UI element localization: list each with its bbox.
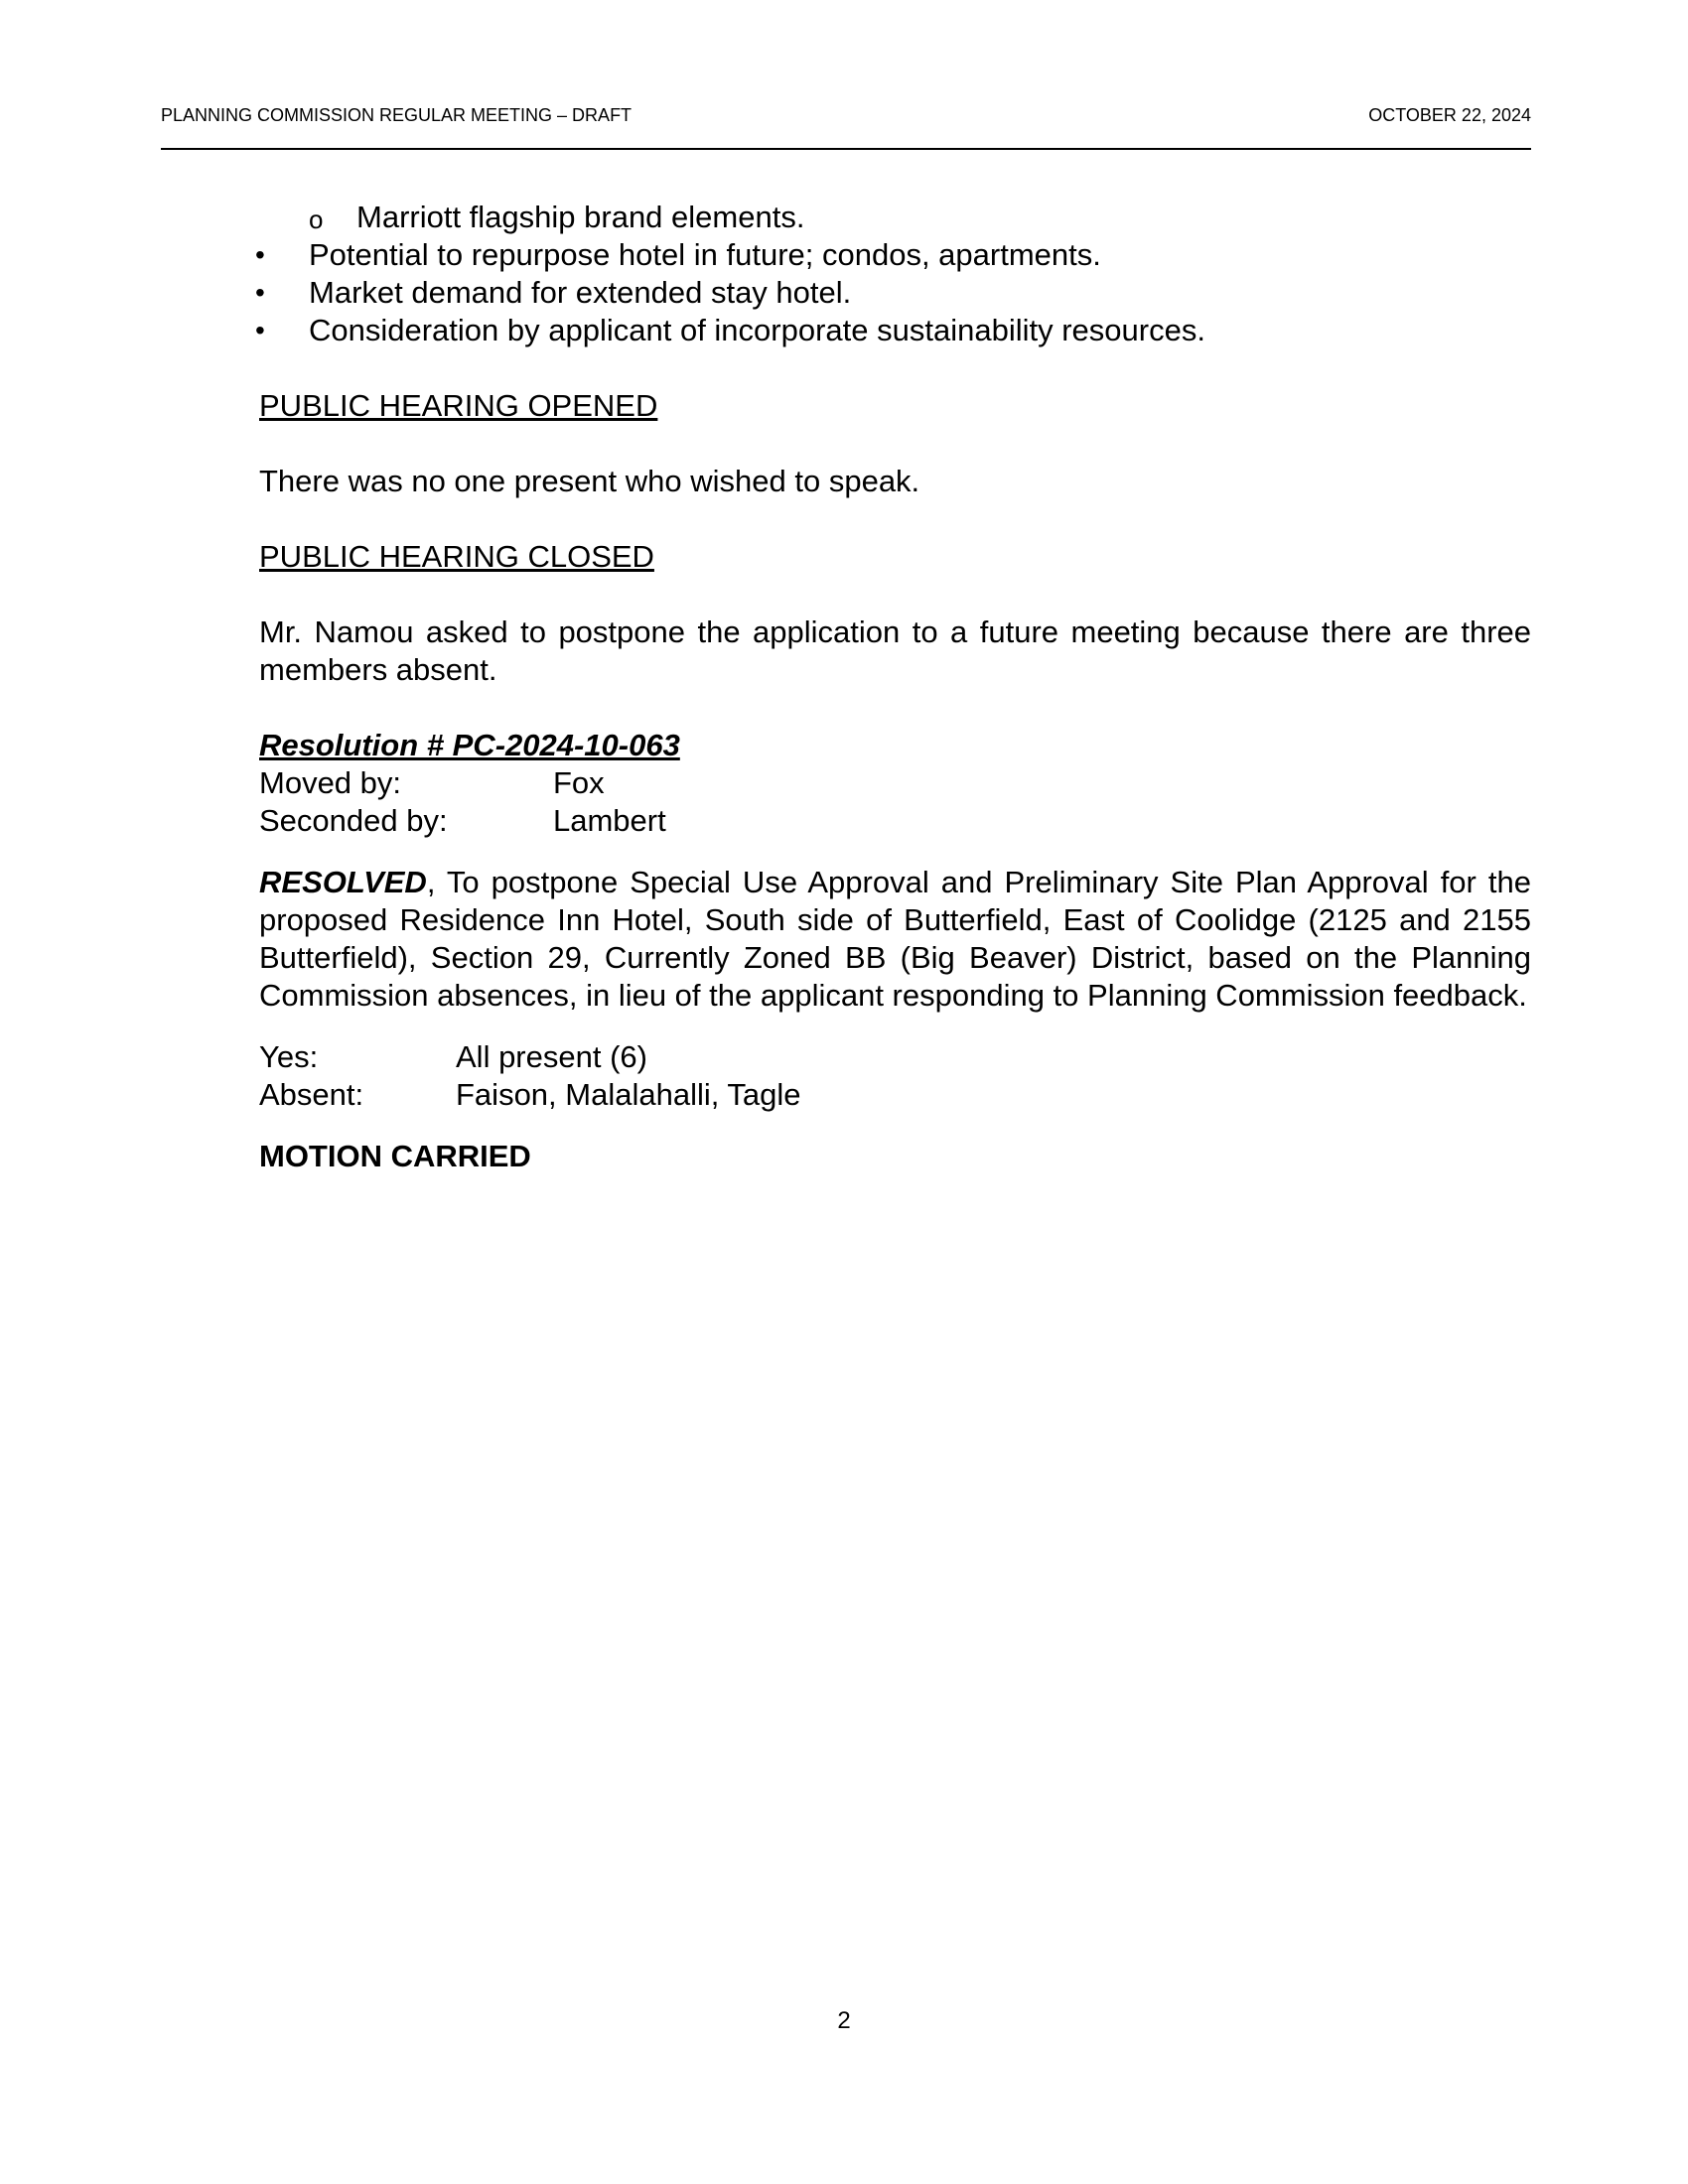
list-item-text: Marriott flagship brand elements. [356, 200, 805, 234]
absent-row [259, 1076, 1531, 1114]
bullet-icon: • [255, 315, 265, 345]
moved-by-row [259, 764, 1531, 802]
absent-label: Absent: [259, 1077, 364, 1112]
vote-block [259, 1038, 1531, 1114]
yes-label: Yes: [259, 1039, 319, 1074]
moved-by-value: Fox [553, 765, 605, 800]
moved-by-label: Moved by: [259, 765, 402, 800]
public-hearing-closed-heading: PUBLIC HEARING CLOSED [259, 539, 654, 574]
document-body [255, 199, 1531, 1175]
header-title: PLANNING COMMISSION REGULAR MEETING – DRAFT [161, 105, 633, 125]
seconded-by-row [259, 802, 1531, 840]
seconded-by-value: Lambert [553, 803, 666, 838]
sub-list-item [259, 199, 1531, 236]
public-hearing-opened-heading: PUBLIC HEARING OPENED [259, 388, 658, 423]
motion-result: MOTION CARRIED [259, 1139, 531, 1173]
resolved-paragraph [259, 864, 1531, 1015]
absent-value: Faison, Malalahalli, Tagle [456, 1077, 801, 1112]
resolved-keyword: RESOLVED [259, 865, 427, 899]
bullet-list [255, 199, 1531, 349]
header-date: OCTOBER 22, 2024 [1368, 105, 1531, 125]
list-item [255, 274, 1531, 312]
list-item [255, 312, 1531, 349]
seconded-by-label: Seconded by: [259, 803, 448, 838]
hollow-circle-bullet-icon: o [309, 205, 324, 234]
page-header [161, 99, 1531, 129]
bullet-icon: • [255, 277, 265, 308]
list-item [255, 236, 1531, 274]
bullet-icon: • [255, 239, 265, 270]
yes-vote-row [259, 1038, 1531, 1076]
resolution-title: Resolution # PC-2024-10-063 [259, 728, 680, 762]
list-item-text: Potential to repurpose hotel in future; condos, apartments. [309, 237, 1101, 272]
list-item-text: Market demand for extended stay hotel. [309, 275, 852, 310]
resolved-text: , To postpone Special Use Approval and Preliminary Site Plan Approval for the proposed Residence Inn Hotel, South side of Butterfield, East of Coolidge (2125 and 2155 Butterfield), Section 29, Currently Zoned BB (Big Beaver) District, based on the Planning Commission absences, in lieu of the applicant responding to Planning Commission feedback. [259, 865, 1531, 1013]
header-divider [161, 148, 1531, 150]
page-number: 2 [837, 2007, 851, 2034]
postpone-request-text: Mr. Namou asked to postpone the application to a future meeting because there are three members absent. [259, 614, 1531, 687]
list-item-text: Consideration by applicant of incorporate sustainability resources. [309, 313, 1205, 347]
no-speakers-text: There was no one present who wished to speak. [259, 464, 920, 498]
yes-value: All present (6) [456, 1039, 647, 1074]
